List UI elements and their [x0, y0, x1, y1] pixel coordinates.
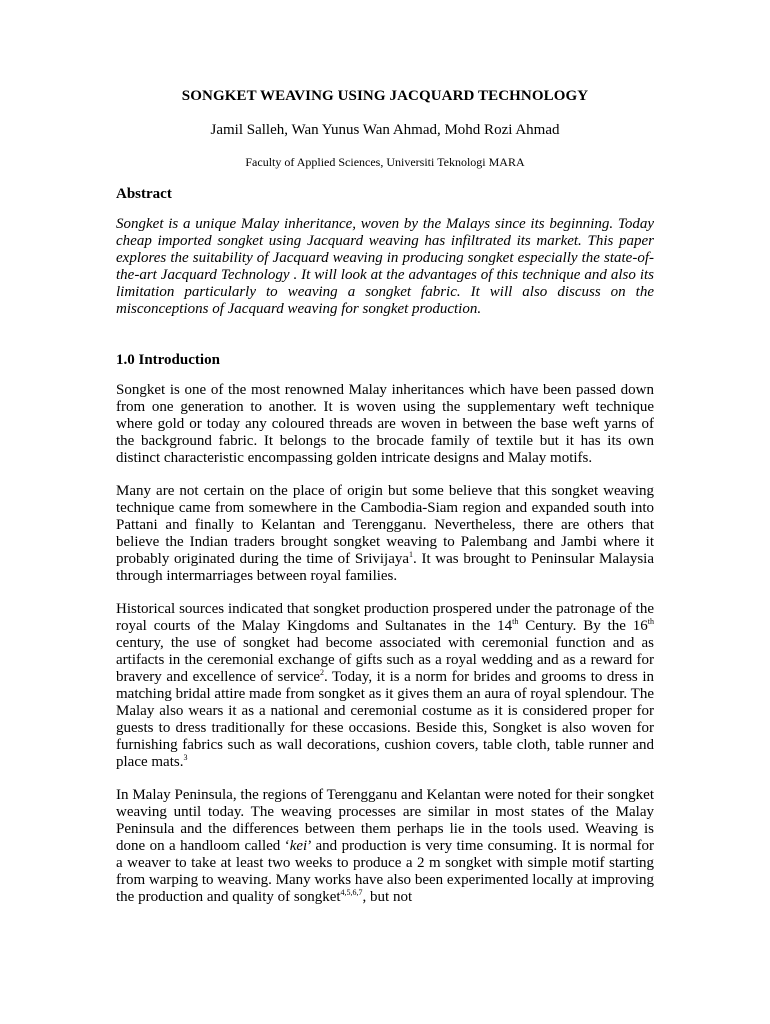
paper-affiliation: Faculty of Applied Sciences, Universiti Teknologi MARA — [245, 155, 525, 169]
paragraph-text: Historical sources indicated that songket production prospered under the patronage of the royal courts of the Malay Kingdoms and Sultanates in the 14 — [116, 601, 654, 634]
introduction-paragraph-3 — [116, 601, 654, 771]
footnote-ref-1: 1 — [409, 550, 414, 559]
paragraph-text: , but not — [362, 889, 413, 905]
paragraph-text: Many are not certain on the place of origin but some believe that this songket weaving technique came from somewhere in the Cambodia-Siam region and expanded south into Pattani and finally to Kelantan and Terengganu. Nevertheless, there are others that believe the Indian traders brought songket weaving to Palembang and Jambi where it probably originated during the time of Srivijaya — [116, 483, 654, 567]
footnote-ref-3: 3 — [183, 753, 188, 762]
term-kei: kei — [289, 838, 308, 854]
introduction-paragraph-4 — [116, 787, 654, 906]
paper-authors: Jamil Salleh, Wan Yunus Wan Ahmad, Mohd Rozi Ahmad — [210, 122, 560, 138]
paragraph-text: ’ and production is very time consuming. It is normal for a weaver to take at least two weeks to produce a 2 m songket with simple motif starting from warping to weaving. Many works have also been experimented locally at improving the production and quality of songket — [116, 838, 654, 905]
paragraph-text: Century. By the 16 — [518, 618, 648, 634]
paragraph-text: century, the use of songket had become associated with ceremonial function and as artifacts in the ceremonial exchange of gifts such as a royal wedding and as a reward for bravery and excellence of service — [116, 635, 654, 685]
introduction-heading: 1.0 Introduction — [116, 352, 220, 368]
paragraph-text: . It was brought to Peninsular Malaysia through intermarriages between royal families. — [116, 551, 654, 584]
footnote-ref-4-7: 4,5,6,7 — [340, 888, 363, 897]
introduction-paragraph-2 — [116, 483, 654, 585]
abstract-heading: Abstract — [116, 186, 172, 202]
paragraph-text: In Malay Peninsula, the regions of Terengganu and Kelantan were noted for their songket weaving until today. The weaving processes are similar in most states of the Malay Peninsula and the differences between them perhaps lie in the tools used. Weaving is done on a handloom called ‘ — [116, 787, 654, 854]
ordinal-suffix: th — [512, 617, 519, 626]
introduction-paragraph-1: Songket is one of the most renowned Malay inheritances which have been passed down from one generation to another. It is woven using the supplementary weft technique where gold or today any coloured threads are woven in between the base weft yarns of the background fabric. It belongs to the brocade family of textile but it has its own distinct characteristic encompassing golden intricate designs and Malay motifs. — [116, 382, 654, 466]
paper-title: SONGKET WEAVING USING JACQUARD TECHNOLOGY — [181, 88, 589, 104]
paper-page — [116, 86, 654, 922]
paragraph-text: . Today, it is a norm for brides and grooms to dress in matching bridal attire made from songket as it gives them an aura of royal splendour. The Malay also wears it as a national and ceremonial costume as it is considered proper for guests to dress traditionally for these occasions. Beside this, Songket is also woven for furnishing fabrics such as wall decorations, cushion covers, table cloth, table runner and place mats. — [116, 669, 654, 770]
footnote-ref-2: 2 — [320, 668, 324, 677]
abstract-body: Songket is a unique Malay inheritance, woven by the Malays since its beginning. Today cheap imported songket using Jacquard weaving has infiltrated its market. This paper explores the suitability of Jacquard weaving in producing songket especially the state-of-the-art Jacquard Technology . It will look at the advantages of this technique and also its limitation particularly to weaving a songket fabric. It will also discuss on the misconceptions of Jacquard weaving for songket production. — [116, 216, 654, 317]
ordinal-suffix: th — [647, 617, 654, 626]
